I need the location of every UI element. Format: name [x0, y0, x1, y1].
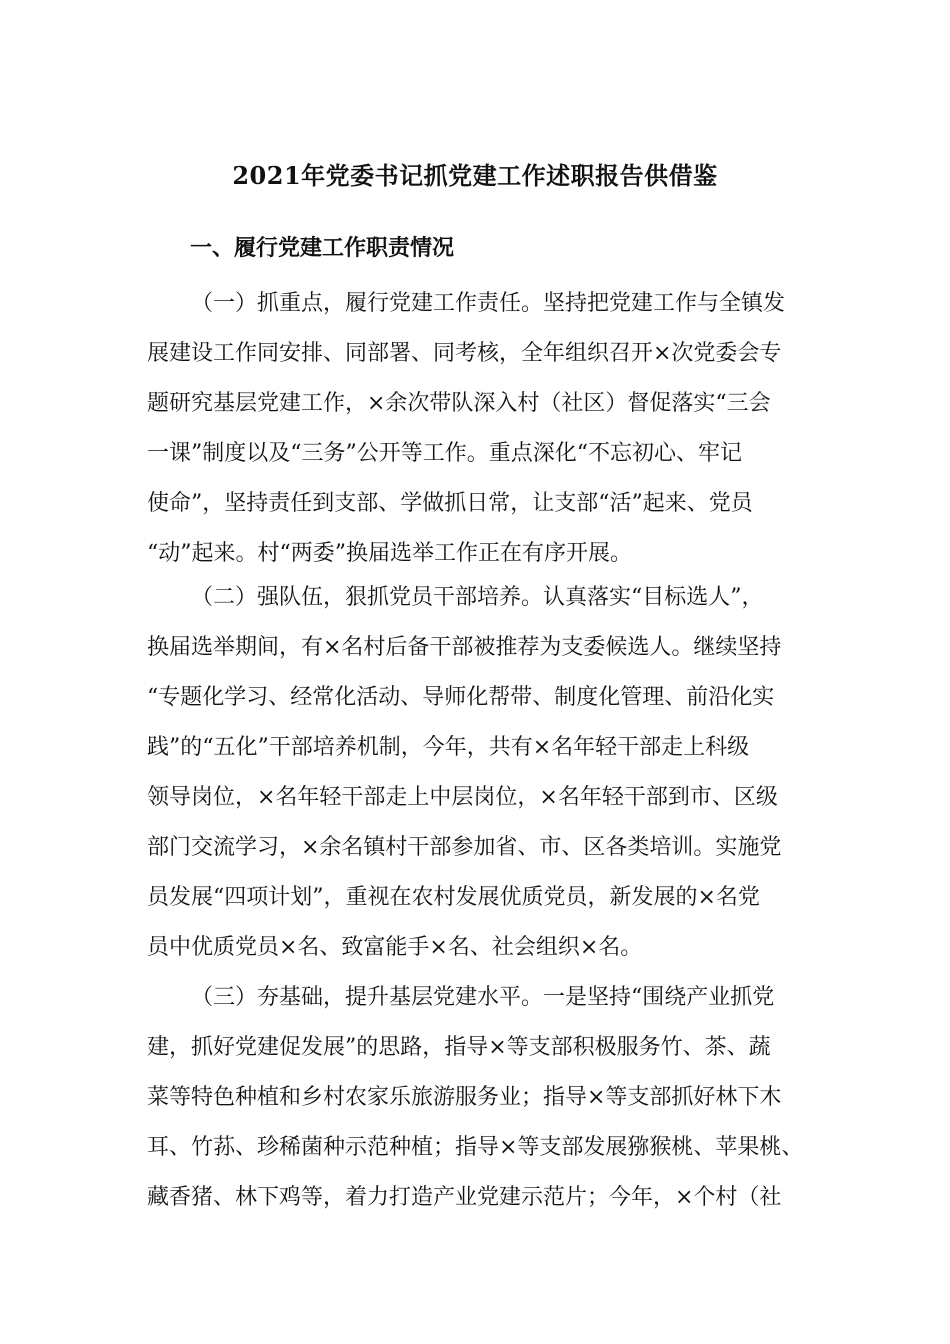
paragraph-3	[147, 973, 807, 1223]
paragraph-line: （三）夯基础，提升基层党建水平。一是坚持“围绕产业抓党	[191, 985, 775, 1010]
paragraph-line: 领导岗位，×名年轻干部走上中层岗位，×名年轻干部到市、区级	[147, 785, 778, 810]
paragraph-1	[147, 279, 807, 579]
paragraph-line: 换届选举期间，有×名村后备干部被推荐为支委候选人。继续坚持	[147, 635, 782, 660]
paragraph-2	[147, 573, 807, 973]
paragraph-line: 践”的“五化”干部培养机制，今年，共有×名年轻干部走上科级	[147, 735, 750, 760]
paragraph-line: 一课”制度以及“三务”公开等工作。重点深化“不忘初心、牢记	[147, 441, 742, 466]
paragraph-line: “专题化学习、经常化活动、导师化帮带、制度化管理、前沿化实	[147, 685, 775, 710]
paragraph-line: （一）抓重点，履行党建工作责任。坚持把党建工作与全镇发	[191, 291, 786, 316]
paragraph-line: 耳、竹荪、珍稀菌种示范种植；指导×等支部发展猕猴桃、苹果桃、	[147, 1135, 804, 1160]
paragraph-line: 建，抓好党建促发展”的思路，指导×等支部积极服务竹、茶、蔬	[147, 1035, 771, 1060]
paragraph-line: “动”起来。村“两委”换届选举工作正在有序开展。	[147, 541, 632, 566]
paragraph-line: 题研究基层党建工作，×余次带队深入村（社区）督促落实“三会	[147, 391, 771, 416]
paragraph-line: 使命”，坚持责任到支部、学做抓日常，让支部“活”起来、党员	[147, 491, 753, 516]
paragraph-line: 菜等特色种植和乡村农家乐旅游服务业；指导×等支部抓好林下木	[147, 1085, 782, 1110]
paragraph-line: 藏香猪、林下鸡等，着力打造产业党建示范片；今年，×个村（社	[147, 1185, 782, 1210]
document-title: 2021年党委书记抓党建工作述职报告供借鉴	[232, 161, 718, 190]
paragraph-line: 员发展“四项计划”，重视在农村发展优质党员，新发展的×名党	[147, 885, 760, 910]
paragraph-line: 员中优质党员×名、致富能手×名、社会组织×名。	[147, 935, 643, 960]
section-heading: 一、履行党建工作职责情况	[190, 235, 455, 261]
paragraph-line: 展建设工作同安排、同部署、同考核，全年组织召开×次党委会专	[147, 341, 782, 366]
paragraph-line: （二）强队伍，狠抓党员干部培养。认真落实“目标选人”，	[191, 585, 764, 610]
paragraph-line: 部门交流学习，×余名镇村干部参加省、市、区各类培训。实施党	[147, 835, 782, 860]
